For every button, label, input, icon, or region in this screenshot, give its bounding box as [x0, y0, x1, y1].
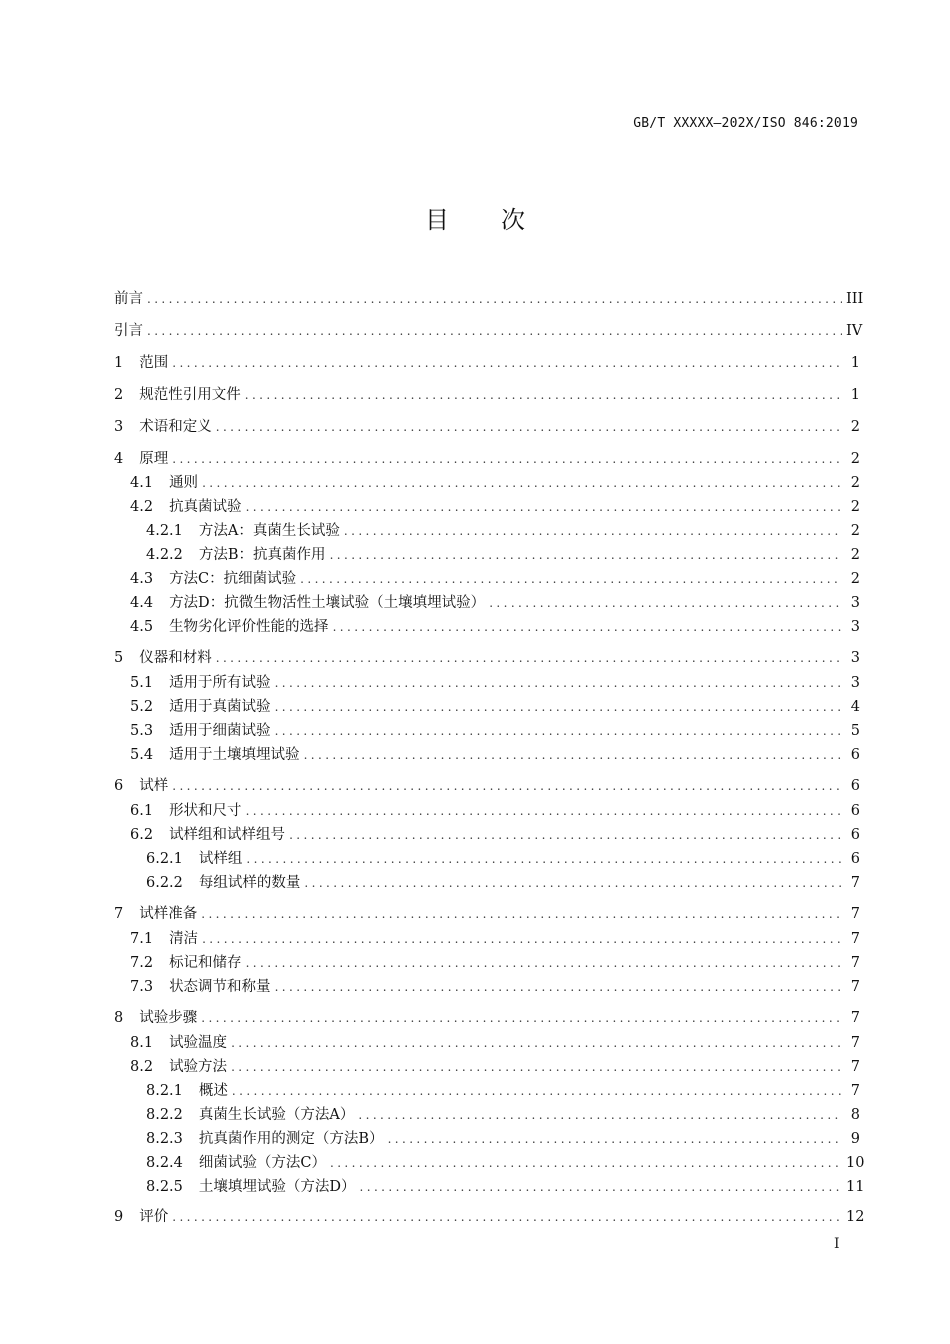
toc-entry-label: 方法B：抗真菌作用 [198, 547, 326, 563]
toc-entry-number: 5 [114, 650, 124, 666]
toc-entry-number: 7.2 [130, 955, 154, 971]
page-title: 目次 [425, 206, 577, 234]
toc-entry-label: 试样组和试样组号 [169, 827, 286, 843]
toc-entry[interactable] [114, 544, 860, 566]
toc-entry-page: 2 [850, 523, 860, 539]
toc-entry-page: 8 [850, 1107, 860, 1123]
toc-entry-page: 7 [850, 1083, 860, 1099]
toc-entry[interactable] [114, 848, 860, 870]
toc-entry-page: 5 [850, 723, 860, 739]
dot-leader [246, 800, 842, 822]
toc-entry-label: 方法D：抗微生物活性土壤试验（土壤填埋试验） [169, 595, 486, 611]
toc-entry-number: 8.2.3 [146, 1131, 183, 1147]
toc-entry-label: 状态调节和称量 [169, 979, 271, 995]
toc-entry-page: 2 [850, 451, 860, 467]
toc-entry-number: 4.2.1 [146, 523, 183, 539]
toc-entry-page: 7 [850, 1035, 860, 1051]
toc-entry-number: 4.5 [130, 619, 154, 635]
toc-entry-number: 8.2.4 [146, 1155, 183, 1171]
toc-entry-page: 2 [850, 419, 860, 435]
dot-leader [489, 592, 842, 614]
toc-entry-label: 适用于真菌试验 [169, 699, 271, 715]
toc-entry-label: 每组试样的数量 [198, 875, 301, 891]
dot-leader [275, 696, 842, 718]
dot-leader [172, 1206, 842, 1228]
page-number: I [834, 1236, 840, 1252]
toc-entry-label: 引言 [114, 323, 143, 339]
toc-entry-label: 抗真菌试验 [169, 499, 242, 515]
toc-entry-page: 2 [850, 475, 860, 491]
toc-entry[interactable] [114, 647, 860, 669]
toc-entry-number: 5.3 [130, 723, 154, 739]
dot-leader [216, 647, 842, 669]
dot-leader [232, 1080, 842, 1102]
toc-entry-number: 5.2 [130, 699, 154, 715]
toc-entry-label: 清洁 [169, 931, 199, 947]
toc-entry-page: 7 [850, 955, 860, 971]
toc-entry-label: 方法A：真菌生长试验 [198, 523, 340, 539]
toc-entry-page: 1 [850, 387, 860, 403]
toc-entry[interactable] [114, 352, 860, 374]
toc-entry[interactable] [114, 824, 860, 846]
dot-leader [147, 320, 842, 342]
toc-entry-page: 7 [850, 931, 860, 947]
toc-entry[interactable] [114, 1032, 860, 1054]
toc-entry[interactable] [114, 1176, 865, 1198]
toc-entry-page: 12 [846, 1209, 865, 1225]
toc-entry[interactable] [114, 616, 860, 638]
toc-entry-label: 试样组 [198, 851, 243, 867]
toc-entry-page: 2 [850, 571, 860, 587]
dot-leader [275, 976, 842, 998]
toc-entry-page: 1 [850, 355, 860, 371]
toc-entry-label: 土壤填埋试验（方法D） [198, 1179, 356, 1195]
toc-entry-label: 抗真菌作用的测定（方法B） [198, 1131, 384, 1147]
toc-entry-number: 5.4 [130, 747, 154, 763]
toc-entry-number: 6.2.1 [146, 851, 183, 867]
toc-entry[interactable] [114, 952, 860, 974]
toc-entry[interactable] [114, 592, 860, 614]
dot-leader [304, 872, 842, 894]
toc-entry[interactable] [114, 416, 860, 438]
toc-entry[interactable] [114, 928, 860, 950]
dot-leader [231, 1032, 842, 1054]
toc-entry-number: 7 [114, 906, 124, 922]
toc-entry-number: 1 [114, 355, 124, 371]
toc-entry-page: 6 [850, 803, 860, 819]
toc-entry-number: 6.2.2 [146, 875, 183, 891]
toc-entry-number: 6.2 [130, 827, 154, 843]
toc-entry[interactable] [114, 496, 860, 518]
dot-leader [246, 952, 842, 974]
toc-entry-number: 8.2.5 [146, 1179, 183, 1195]
toc-entry[interactable] [114, 775, 860, 797]
toc-entry[interactable] [114, 1206, 865, 1228]
toc-entry-page: 3 [850, 650, 860, 666]
dot-leader [246, 496, 842, 518]
toc-entry-label: 评价 [139, 1209, 169, 1225]
toc-entry-page: 10 [846, 1155, 865, 1171]
toc-entry-label: 方法C：抗细菌试验 [169, 571, 297, 587]
toc-entry[interactable] [114, 903, 860, 925]
dot-leader [231, 1056, 842, 1078]
dot-leader [304, 744, 842, 766]
toc-entry-page: 3 [850, 619, 860, 635]
dot-leader [330, 1152, 842, 1174]
dot-leader [216, 416, 842, 438]
toc-entry-label: 试样 [139, 778, 169, 794]
dot-leader [202, 472, 842, 494]
toc-entry-label: 形状和尺寸 [169, 803, 242, 819]
toc-entry-number: 4.1 [130, 475, 154, 491]
toc-entry[interactable] [114, 384, 860, 406]
toc-entry-page: 6 [850, 747, 860, 763]
toc-entry-label: 前言 [114, 291, 143, 307]
toc-entry-page: 3 [850, 595, 860, 611]
toc-entry-number: 4.4 [130, 595, 154, 611]
toc-entry-number: 2 [114, 387, 124, 403]
toc-entry-page: 7 [850, 906, 860, 922]
dot-leader [333, 616, 842, 638]
toc-entry-number: 5.1 [130, 675, 154, 691]
dot-leader [275, 672, 842, 694]
toc-entry[interactable] [114, 744, 860, 766]
toc-entry-label: 适用于所有试验 [169, 675, 271, 691]
dot-leader [201, 903, 842, 925]
toc-entry[interactable] [114, 568, 860, 590]
toc-entry-label: 试验步骤 [139, 1010, 198, 1026]
toc-entry[interactable] [114, 1128, 860, 1150]
toc-entry[interactable] [114, 472, 860, 494]
toc-entry-number: 8.2.2 [146, 1107, 183, 1123]
dot-leader [172, 352, 842, 374]
toc-entry[interactable] [114, 1080, 860, 1102]
toc-entry-number: 4 [114, 451, 124, 467]
dot-leader [147, 288, 842, 310]
toc-entry[interactable] [114, 1104, 860, 1126]
dot-leader [246, 848, 842, 870]
toc-entry-page: 2 [850, 547, 860, 563]
toc-entry[interactable] [114, 1152, 865, 1174]
toc-entry-label: 适用于细菌试验 [169, 723, 271, 739]
toc-entry-page: 11 [846, 1179, 865, 1195]
toc-entry-page: III [846, 291, 864, 307]
toc-entry-number: 4.2.2 [146, 547, 183, 563]
toc-entry-number: 8.1 [130, 1035, 154, 1051]
toc-entry-page: 4 [850, 699, 860, 715]
toc-entry-page: 2 [850, 499, 860, 515]
toc-entry-page: 7 [850, 979, 860, 995]
dot-leader [360, 1176, 842, 1198]
toc-entry-label: 细菌试验（方法C） [198, 1155, 326, 1171]
toc-entry-number: 4.2 [130, 499, 154, 515]
dot-leader [201, 1007, 842, 1029]
dot-leader [358, 1104, 842, 1126]
toc-entry[interactable] [114, 1056, 860, 1078]
toc-entry-label: 范围 [139, 355, 169, 371]
toc-entry-page: 6 [850, 778, 860, 794]
toc-entry-label: 试验方法 [169, 1059, 228, 1075]
toc-entry-label: 术语和定义 [139, 419, 212, 435]
toc-entry-label: 生物劣化评价性能的选择 [169, 619, 329, 635]
toc-entry-page: 7 [850, 1010, 860, 1026]
dot-leader [245, 384, 842, 406]
toc-entry-label: 适用于土壤填埋试验 [169, 747, 300, 763]
toc-entry[interactable] [114, 672, 860, 694]
toc-entry[interactable] [114, 872, 860, 894]
toc-entry-label: 标记和储存 [169, 955, 242, 971]
toc-entry[interactable] [114, 720, 860, 742]
toc-entry-label: 试验温度 [169, 1035, 228, 1051]
toc-entry-label: 试样准备 [139, 906, 198, 922]
dot-leader [330, 544, 842, 566]
toc-entry[interactable] [114, 320, 863, 342]
toc-entry-label: 仪器和材料 [139, 650, 212, 666]
toc-entry-label: 概述 [198, 1083, 228, 1099]
toc-entry-number: 7.1 [130, 931, 154, 947]
toc-entry-number: 6 [114, 778, 124, 794]
toc-entry[interactable] [114, 976, 860, 998]
toc-entry-number: 6.1 [130, 803, 154, 819]
toc-entry[interactable] [114, 288, 864, 310]
toc-entry-page: 9 [850, 1131, 860, 1147]
dot-leader [172, 448, 842, 470]
toc-entry-number: 9 [114, 1209, 124, 1225]
toc-entry[interactable] [114, 520, 860, 542]
toc-entry-number: 3 [114, 419, 124, 435]
toc-entry[interactable] [114, 448, 860, 470]
toc-entry[interactable] [114, 800, 860, 822]
toc-entry[interactable] [114, 1007, 860, 1029]
toc-entry-page: 3 [850, 675, 860, 691]
dot-leader [202, 928, 842, 950]
toc-entry[interactable] [114, 696, 860, 718]
toc-entry-page: 7 [850, 1059, 860, 1075]
toc-entry-page: 6 [850, 827, 860, 843]
dot-leader [388, 1128, 842, 1150]
toc-entry-number: 8.2 [130, 1059, 154, 1075]
toc-entry-page: 6 [850, 851, 860, 867]
dot-leader [300, 568, 842, 590]
dot-leader [344, 520, 842, 542]
toc-entry-number: 8.2.1 [146, 1083, 183, 1099]
toc-entry-number: 8 [114, 1010, 124, 1026]
dot-leader [289, 824, 842, 846]
toc-entry-label: 通则 [169, 475, 199, 491]
toc-entry-label: 真菌生长试验（方法A） [198, 1107, 355, 1123]
toc-entry-label: 原理 [139, 451, 169, 467]
standard-code: GB/T XXXXX—202X/ISO 846:2019 [633, 116, 858, 131]
toc-entry-number: 7.3 [130, 979, 154, 995]
dot-leader [172, 775, 842, 797]
dot-leader [275, 720, 842, 742]
toc-entry-page: 7 [850, 875, 860, 891]
toc-entry-page: IV [846, 323, 863, 339]
toc-entry-label: 规范性引用文件 [139, 387, 241, 403]
toc-entry-number: 4.3 [130, 571, 154, 587]
